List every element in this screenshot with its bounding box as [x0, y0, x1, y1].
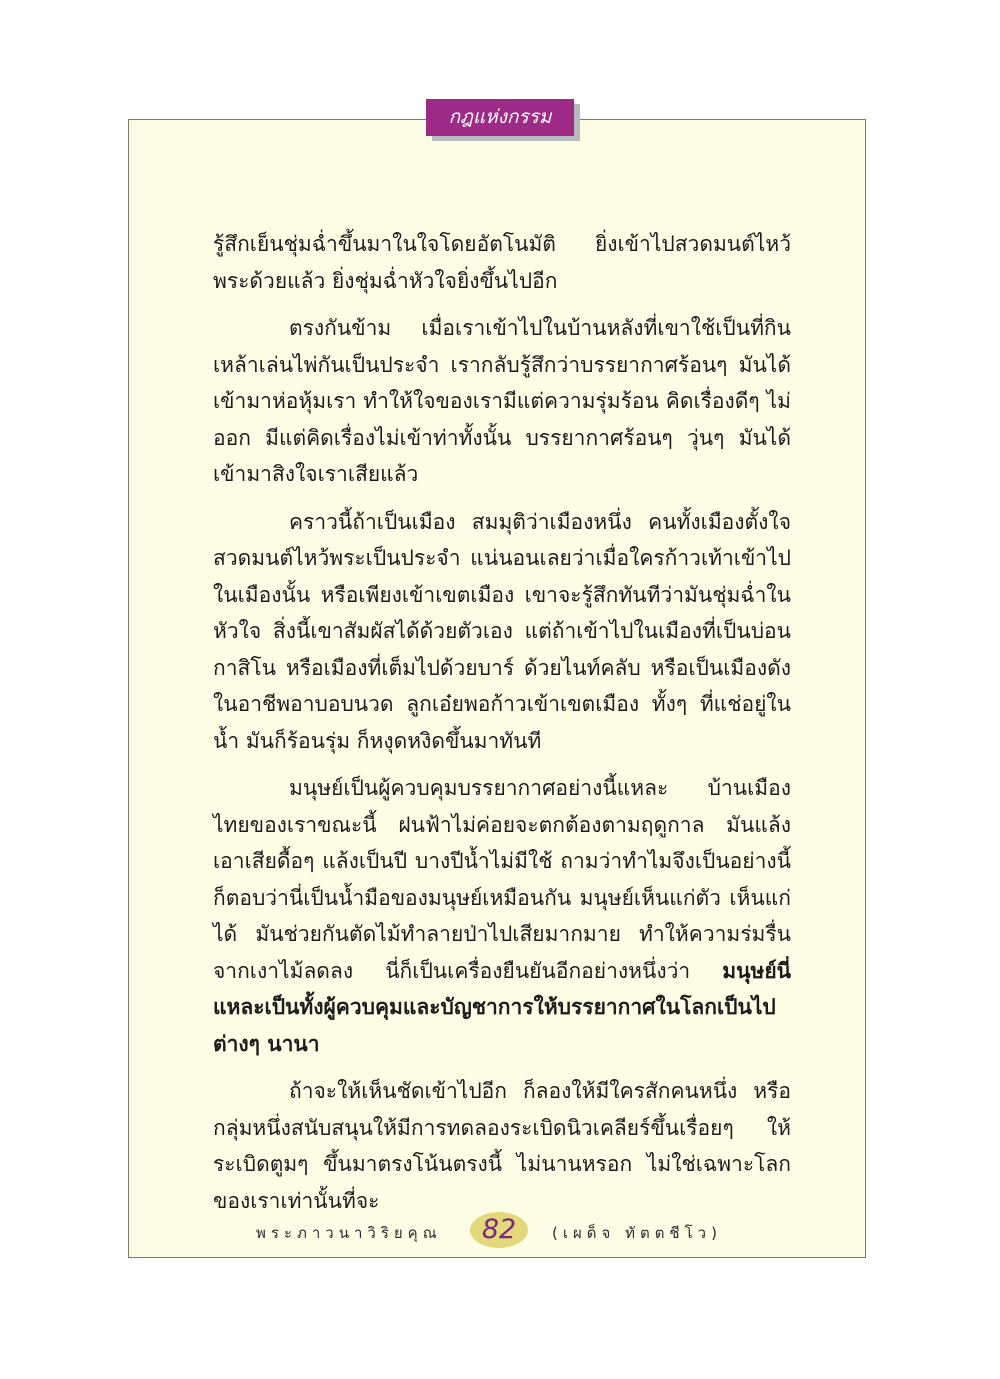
paragraph-2-text: ตรงกันข้าม เมื่อเราเข้าไปในบ้านหลังที่เขาใช้เป็นที่กินเหล้าเล่นไพ่กันเป็นประจำ เรากลับรู้สึกว่าบรรยากาศร้อนๆ มันได้เข้ามาห่อหุ้มเรา ทำให้ใจของเรามีแต่ความรุ่มร้อน คิดเรื่องดีๆ ไม่ออก มีแต่คิดเรื่องไม่เข้าท่าทั้งนั้น บรรยากาศร้อนๆ วุ่นๆ มันได้เข้ามาสิงใจเราเสียแล้ว: [213, 316, 791, 486]
header-title: กฎแห่งกรรม: [426, 99, 574, 136]
footer-author-name: (เผด็จ ทัตตชีโว): [552, 1224, 722, 1242]
paragraph-1: [213, 226, 791, 299]
paragraph-5-text: ถ้าจะให้เห็นชัดเข้าไปอีก ก็ลองให้มีใครสักคนหนึ่ง หรือกลุ่มหนึ่งสนับสนุนให้มีการทดลองระเบิดนิวเคลียร์ขึ้นเรื่อยๆ ให้ระเบิดตูมๆ ขึ้นมาตรงโน้นตรงนี้ ไม่นานหรอก ไม่ใช่เฉพาะโลกของเราเท่านั้นที่จะ: [213, 1079, 791, 1213]
body-text: [213, 226, 791, 1230]
footer: [128, 1212, 866, 1252]
paragraph-2: [213, 310, 791, 493]
paragraph-1-text: รู้สึกเย็นชุ่มฉ่ำขึ้นมาในใจโดยอัตโนมัติ ยิ่งเข้าไปสวดมนต์ไหว้พระด้วยแล้ว ยิ่งชุ่มฉ่ำหัวใจยิ่งขึ้นไปอีก: [213, 232, 791, 293]
paragraph-3: [213, 504, 791, 760]
paragraph-4-text: มนุษย์เป็นผู้ควบคุมบรรยากาศอย่างนี้แหละ บ้านเมืองไทยของเราขณะนี้ ฝนฟ้าไม่ค่อยจะตกต้องตามฤดูกาล มันแล้งเอาเสียดื้อๆ แล้งเป็นปี บางปีน้ำไม่มีใช้ ถามว่าทำไมจึงเป็นอย่างนี้ ก็ตอบว่านี่เป็นน้ำมือของมนุษย์เหมือนกัน มนุษย์เห็นแก่ตัว เห็นแก่ได้ มันช่วยกันตัดไม้ทำลายป่าไปเสียมากมาย ทำให้ความร่มรื่นจากเงาไม้ลดลง นี่ก็เป็นเครื่องยืนยันอีกอย่างหนึ่งว่า: [213, 776, 791, 983]
footer-author-title: พระภาวนาวิริยคุณ: [256, 1224, 442, 1242]
paragraph-4: [213, 770, 791, 1062]
page-number: 82: [470, 1212, 528, 1248]
paragraph-4-bold-text: มนุษย์นี่แหละเป็นทั้งผู้ควบคุมและบัญชาการให้บรรยากาศในโลกเป็นไปต่างๆ นานา: [213, 958, 791, 1056]
paragraph-5: [213, 1073, 791, 1219]
paragraph-3-text: คราวนี้ถ้าเป็นเมือง สมมุติว่าเมืองหนึ่ง คนทั้งเมืองตั้งใจสวดมนต์ไหว้พระเป็นประจำ แน่นอนเลยว่าเมื่อใครก้าวเท้าเข้าไปในเมืองนั้น หรือเพียงเข้าเขตเมือง เขาจะรู้สึกทันทีว่ามันชุ่มฉ่ำในหัวใจ สิ่งนี้เขาสัมผัสได้ด้วยตัวเอง แต่ถ้าเข้าไปในเมืองที่เป็นบ่อนกาสิโน หรือเมืองที่เต็มไปด้วยบาร์ ด้วยไนท์คลับ หรือเป็นเมืองดังในอาชีพอาบอบนวด ลูกเอ๋ยพอก้าวเข้าเขตเมือง ทั้งๆ ที่แช่อยู่ในน้ำ มันก็ร้อนรุ่ม ก็หงุดหงิดขึ้นมาทันที: [213, 509, 791, 753]
